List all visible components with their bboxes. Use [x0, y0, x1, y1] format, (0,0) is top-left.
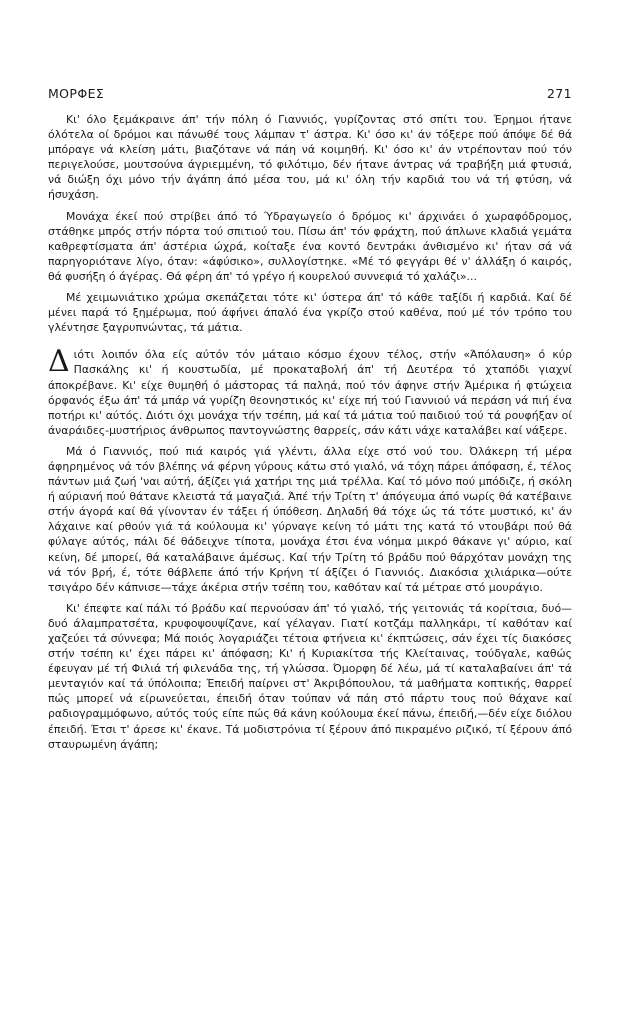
dropcap-paragraph-text: ιότι λοιπόν όλα είς αύτόν τόν μάταιο κόσμο έχουν τέλος, στήν «Άπόλαυση» ό κύρ Πασκάλης κι' ή κουστωδία, μέ προκαταβολή άπ' τή Δευτέρα τό χταπόδι γιαχνί άποκρέβανε. Κι' είχε θυμηθή ό μάστορας τά παληά, πού τόν άφηνε στήν Άμέρικα ή φτώχεια όρφανός έξω άπ' τά μπάρ νά γυρίζη θεονηστικός κι' είχε πή τού Γιαννιού νά περάση νά πιή ένα ποτήρι κι' αύτός. Διότι όχι μονάχα τήν τσέπη, μά καί τά μάτια τού παιδιού τού τά ρουφήξαν οί άναράιδες-μυστήριος άνθρωπος παντογνώστης θαρρείς, σάν κάτι νάχε καταλάβει καί νάξερε.	[48, 348, 572, 437]
paragraph-6: Κι' έπεφτε καί πάλι τό βράδυ καί περνούσαν άπ' τό γιαλό, τής γειτονιάς τά κορίτσια, δυό—δυό άλαμπρατσέτα, κρυφοψουψίζανε, καί γέλαγαν. Γιατί κοτζάμ παλληκάρι, τί καθόταν καί χαζεύει τά σύννεφα; Μά ποιός λογαριάζει τέτοια φτήνεια κι' έκπτώσεις, σάν έχει τίς διακόσες στήν τσέπη κι' έχει πάρει κι' άπόφαση; Κι' ή Κυριακίτσα τής Κλείταινας, τούδγαλε, καθώς έφευγαν μέ τή Φιλιά τή φιλενάδα της, τή γλώσσα. Όμορφη δέ λέω, μά τί καταλαβαίνει άπ' τά μενταγιόν καί τά ύπόλοιπα; Έπειδή παίρνει στ' Άκριβόπουλου, τά μαθήματα κοπτικής, θαρρεί πώς μπορεί νά είρωνεύεται, έπειδή όταν τούπαν νά πάη στό πάρτυ τους πού θάχανε καί ραδιογραμμόφωνο, αύτός τούς είπε πώς θά κάνη κούλουμα έκεί πάνω, έπειδή,—δέν είχε διόλου έπειδή. Έτσι τ' άρεσε κι' έκανε. Τά μοδιστρόνια τί ξέρουν άπό πικραμένο ριζικό, τί ξέρουν άπό σταυρωμένη άγάπη;	[48, 601, 572, 751]
page-number: 271	[546, 86, 572, 101]
paragraph-3: Μέ χειμωνιάτικο χρώμα σκεπάζεται τότε κι' ύστερα άπ' τό κάθε ταξίδι ή καρδιά. Καί δέ μένει παρά τό ξημέρωμα, πού άφήνει άπαλό ένα γκρίζο στού καθένα, πού μέ τόν τρόπο του γλέντησε ξαγρυπνώντας, τά μάτια.	[48, 291, 572, 335]
drop-cap-initial: Δ	[48, 344, 70, 380]
running-title: ΜΟΡΦΕΣ	[48, 86, 105, 101]
dropcap-paragraph	[48, 344, 572, 438]
paragraph-2: Μονάχα έκεί πού στρίβει άπό τό Ύδραγωγείο ό δρόμος κι' άρχινάει ό χωραφόδρομος, στάθηκε μπρός στήν πόρτα τού σπιτιού του. Πίσω άπ' τόν φράχτη, πού άπλωνε κλαδιά γεμάτα καθρεφτίσματα άπ' άστέρια ώχρά, κοίταξε ένα κοντό δεντράκι άνθισμένο κι' ήταν σά νά παρηγοριότανε λίγο, όταν: «άφύσικο», συλλογίστηκε. «Μέ τό φεγγάρι θέ ν' άλλάξη ό καιρός, θά φυσήξη ό άγέρας. Θά φέρη άπ' τό γρέγο ή κουρελού συννεφιά τό χαλάζι»...	[48, 209, 572, 283]
page-body	[48, 112, 572, 752]
paragraph-5: Μά ό Γιαννιός, πού πιά καιρός γιά γλέντι, άλλα είχε στό νού του. Όλάκερη τή μέρα άφηρημένος νά τόν βλέπης νά φέρνη γύρους κάτω στό γιαλό, νά τόχη πάρει άπόφαση, έ, τέλος πάντων μιά ζωή 'ναι αύτή, άξίζει γιά χατήρι της μιά τρέλλα. Καί τό μόνο πού μπόδιζε, ή σκόλη ή αύριανή πού θάτανε κλειστά τά μαγαζιά. Άπέ τήν Τρίτη τ' άπόγευμα άπό νωρίς θά κατέβαινε στήν άγορά καί θά γίνονταν έν τάξει ή ύπόθεση. Δηλαδή θά τόχε ώς τά τότε μυστικό, κι' άν λάχαινε καί ρθούν γιά τά κούλουμα κι' γύρναγε κείνη τό μάτι της κατά τό ντουβάρι πού θά φύλαγε αύτός, πάλι δέ θάδειχνε τίποτα, μονάχα έτσι ένα νόημα μικρό θάκανε γι' αύριο, καί κείνη, δέ μπορεί, θά καταλάβαινε άμέσως. Καί τήν Τρίτη τό βράδυ πού θάρχόταν μονάχη της νά τόν βρή, έ, τότε θάβλεπε άπό τήν Κρήνη τί άξίζει ό Γιαννιός. Διακόσια χιλιάρικα—ούτε τσιγάρο δέν κάπνισε—τάχε άκέρια στήν τσέπη του, καθόταν καί τά μέτραε στό μουράγιο.	[48, 444, 572, 594]
page-header	[48, 86, 572, 101]
paragraph-1: Κι' όλο ξεμάκραινε άπ' τήν πόλη ό Γιαννιός, γυρίζοντας στό σπίτι του. Έρημοι ήτανε όλότελα οί δρόμοι και πάνωθέ τους λάμπαν τ' άστρα. Κι' όσο κι' άν τόξερε πού άπόψε δέ θά μπόραγε νά κλείση μάτι, βιαζότανε νά πάη νά κοιμηθή. Κι' όσο κι' άν ντρέπονταν πού τόν περιγελούσε, μουτσούνα άγριεμμένη, τό φιλότιμο, δέν ήτανε άντρας νά τραβήξη μιά φτυσιά, νά διώξη όχι μόνο τήν άγάπη άπό μέσα του, μά κι' όλη τήν καρδιά του νά τή φτύση, νά ήσυχάση.	[48, 113, 572, 202]
